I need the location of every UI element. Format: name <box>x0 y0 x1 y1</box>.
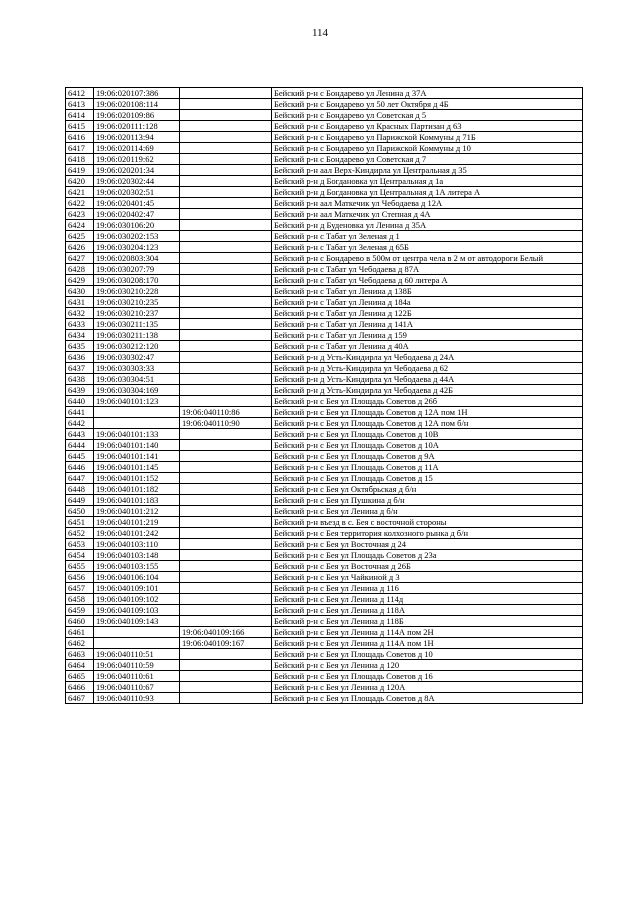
row-number-cell: 6463 <box>66 649 94 660</box>
row-number-cell: 6424 <box>66 220 94 231</box>
row-number-cell: 6414 <box>66 110 94 121</box>
address-cell: Бейский р-н д Богдановка ул Центральная д 1а <box>272 176 583 187</box>
table-row <box>66 407 583 418</box>
premises-cadastral-number-cell <box>180 143 272 154</box>
row-number-cell: 6448 <box>66 484 94 495</box>
address-cell: Бейский р-н с Бея ул Площадь Советов д 10А <box>272 440 583 451</box>
row-number-cell: 6446 <box>66 462 94 473</box>
table-row <box>66 132 583 143</box>
cadastral-number-cell: 19:06:020107:386 <box>94 88 180 99</box>
address-cell: Бейский р-н с Бея ул Площадь Советов д 15 <box>272 473 583 484</box>
address-cell: Бейский р-н с Бея ул Площадь Советов д 16 <box>272 671 583 682</box>
address-cell: Бейский р-н с Бея ул Ленина д 118Б <box>272 616 583 627</box>
row-number-cell: 6428 <box>66 264 94 275</box>
table-row <box>66 319 583 330</box>
address-cell: Бейский р-н с Бея ул Чайкиной д 3 <box>272 572 583 583</box>
premises-cadastral-number-cell <box>180 440 272 451</box>
premises-cadastral-number-cell <box>180 693 272 704</box>
table-row <box>66 352 583 363</box>
premises-cadastral-number-cell <box>180 451 272 462</box>
cadastral-number-cell: 19:06:040109:143 <box>94 616 180 627</box>
cadastral-number-cell: 19:06:030304:51 <box>94 374 180 385</box>
cadastral-number-cell: 19:06:020201:34 <box>94 165 180 176</box>
cadastral-number-cell: 19:06:030210:235 <box>94 297 180 308</box>
row-number-cell: 6430 <box>66 286 94 297</box>
premises-cadastral-number-cell <box>180 275 272 286</box>
table-row <box>66 297 583 308</box>
address-cell: Бейский р-н с Табат ул Зеленая д 1 <box>272 231 583 242</box>
address-cell: Бейский р-н д Богдановка ул Центральная д 1А литера А <box>272 187 583 198</box>
address-cell: Бейский р-н аал Маткечик ул Чебодаева д 12А <box>272 198 583 209</box>
table-row <box>66 473 583 484</box>
table-row <box>66 627 583 638</box>
row-number-cell: 6429 <box>66 275 94 286</box>
address-cell: Бейский р-н с Бондарево ул Красных Партизан д 63 <box>272 121 583 132</box>
premises-cadastral-number-cell <box>180 682 272 693</box>
table-row <box>66 253 583 264</box>
premises-cadastral-number-cell: 19:06:040110:86 <box>180 407 272 418</box>
premises-cadastral-number-cell <box>180 110 272 121</box>
cadastral-number-cell: 19:06:030204:123 <box>94 242 180 253</box>
premises-cadastral-number-cell <box>180 220 272 231</box>
cadastral-number-cell: 19:06:020114:69 <box>94 143 180 154</box>
table-row <box>66 121 583 132</box>
address-cell: Бейский р-н с Табат ул Чебодаева д 60 литера А <box>272 275 583 286</box>
table-row <box>66 330 583 341</box>
cadastral-number-cell <box>94 407 180 418</box>
cadastral-number-cell: 19:06:040106:104 <box>94 572 180 583</box>
address-cell: Бейский р-н с Табат ул Ленина д 159 <box>272 330 583 341</box>
address-cell: Бейский р-н с Бондарево ул 50 лет Октября д 4Б <box>272 99 583 110</box>
cadastral-number-cell: 19:06:040103:155 <box>94 561 180 572</box>
table-row <box>66 99 583 110</box>
row-number-cell: 6431 <box>66 297 94 308</box>
table-row <box>66 374 583 385</box>
address-cell: Бейский р-н с Бея ул Площадь Советов д 10 <box>272 649 583 660</box>
cadastral-number-cell: 19:06:040101:182 <box>94 484 180 495</box>
table-row <box>66 154 583 165</box>
premises-cadastral-number-cell <box>180 671 272 682</box>
row-number-cell: 6416 <box>66 132 94 143</box>
row-number-cell: 6444 <box>66 440 94 451</box>
table-row <box>66 506 583 517</box>
cadastral-number-cell: 19:06:040109:101 <box>94 583 180 594</box>
table-row <box>66 594 583 605</box>
premises-cadastral-number-cell <box>180 561 272 572</box>
row-number-cell: 6439 <box>66 385 94 396</box>
row-number-cell: 6443 <box>66 429 94 440</box>
premises-cadastral-number-cell <box>180 517 272 528</box>
premises-cadastral-number-cell <box>180 550 272 561</box>
address-cell: Бейский р-н с Бея ул Ленина д 120 <box>272 660 583 671</box>
row-number-cell: 6453 <box>66 539 94 550</box>
row-number-cell: 6434 <box>66 330 94 341</box>
table-row <box>66 264 583 275</box>
row-number-cell: 6447 <box>66 473 94 484</box>
address-cell: Бейский р-н с Бея ул Октябрьская д б/н <box>272 484 583 495</box>
premises-cadastral-number-cell <box>180 198 272 209</box>
cadastral-number-cell: 19:06:030210:237 <box>94 308 180 319</box>
cadastral-number-cell: 19:06:040101:212 <box>94 506 180 517</box>
cadastral-number-cell: 19:06:030202:153 <box>94 231 180 242</box>
table-row <box>66 396 583 407</box>
table-row <box>66 583 583 594</box>
address-cell: Бейский р-н въезд в с. Бея с восточной стороны <box>272 517 583 528</box>
table-row <box>66 242 583 253</box>
address-cell: Бейский р-н д Усть-Киндирла ул Чебодаева д 62 <box>272 363 583 374</box>
cadastral-number-cell: 19:06:030302:47 <box>94 352 180 363</box>
row-number-cell: 6455 <box>66 561 94 572</box>
row-number-cell: 6464 <box>66 660 94 671</box>
premises-cadastral-number-cell: 19:06:040110:90 <box>180 418 272 429</box>
row-number-cell: 6422 <box>66 198 94 209</box>
row-number-cell: 6417 <box>66 143 94 154</box>
cadastral-number-cell: 19:06:030208:170 <box>94 275 180 286</box>
premises-cadastral-number-cell <box>180 594 272 605</box>
premises-cadastral-number-cell <box>180 385 272 396</box>
premises-cadastral-number-cell <box>180 209 272 220</box>
premises-cadastral-number-cell <box>180 484 272 495</box>
row-number-cell: 6435 <box>66 341 94 352</box>
row-number-cell: 6445 <box>66 451 94 462</box>
premises-cadastral-number-cell <box>180 132 272 143</box>
row-number-cell: 6442 <box>66 418 94 429</box>
address-cell: Бейский р-н аал Верх-Киндирла ул Центральная д 35 <box>272 165 583 176</box>
address-cell: Бейский р-н д Усть-Киндирла ул Чебодаева д 44А <box>272 374 583 385</box>
cadastral-number-cell: 19:06:040110:93 <box>94 693 180 704</box>
cadastral-number-cell: 19:06:030212:120 <box>94 341 180 352</box>
row-number-cell: 6459 <box>66 605 94 616</box>
cadastral-number-cell: 19:06:020111:128 <box>94 121 180 132</box>
table-row <box>66 418 583 429</box>
table-row <box>66 209 583 220</box>
address-cell: Бейский р-н с Бея ул Пушкина д б/н <box>272 495 583 506</box>
table-row <box>66 88 583 99</box>
cadastral-number-cell: 19:06:020402:47 <box>94 209 180 220</box>
address-cell: Бейский р-н с Бондарево ул Советская д 5 <box>272 110 583 121</box>
address-cell: Бейский р-н с Бея ул Ленина д 120А <box>272 682 583 693</box>
premises-cadastral-number-cell <box>180 187 272 198</box>
address-cell: Бейский р-н с Бондарево ул Парижской Коммуны д 71Б <box>272 132 583 143</box>
address-cell: Бейский р-н с Табат ул Ленина д 138Б <box>272 286 583 297</box>
table-row <box>66 231 583 242</box>
cadastral-number-cell: 19:06:040101:141 <box>94 451 180 462</box>
premises-cadastral-number-cell <box>180 231 272 242</box>
row-number-cell: 6432 <box>66 308 94 319</box>
address-cell: Бейский р-н с Бея ул Площадь Советов д 26б <box>272 396 583 407</box>
address-cell: Бейский р-н с Бея ул Площадь Советов д 9А <box>272 451 583 462</box>
address-cell: Бейский р-н с Бея ул Площадь Советов д 11А <box>272 462 583 473</box>
premises-cadastral-number-cell <box>180 506 272 517</box>
row-number-cell: 6452 <box>66 528 94 539</box>
table-row <box>66 572 583 583</box>
address-cell: Бейский р-н с Бондарево ул Ленина д 37А <box>272 88 583 99</box>
table-row <box>66 429 583 440</box>
cadastral-number-cell: 19:06:020119:62 <box>94 154 180 165</box>
cadastral-number-cell: 19:06:030303:33 <box>94 363 180 374</box>
cadastral-number-cell: 19:06:040101:152 <box>94 473 180 484</box>
row-number-cell: 6413 <box>66 99 94 110</box>
table-row <box>66 110 583 121</box>
row-number-cell: 6462 <box>66 638 94 649</box>
row-number-cell: 6450 <box>66 506 94 517</box>
table-row <box>66 275 583 286</box>
row-number-cell: 6451 <box>66 517 94 528</box>
cadastral-number-cell: 19:06:040101:123 <box>94 396 180 407</box>
cadastral-number-cell: 19:06:040110:61 <box>94 671 180 682</box>
table-row <box>66 308 583 319</box>
row-number-cell: 6456 <box>66 572 94 583</box>
row-number-cell: 6418 <box>66 154 94 165</box>
table-row <box>66 143 583 154</box>
cadastral-number-cell: 19:06:020803:304 <box>94 253 180 264</box>
table-row <box>66 440 583 451</box>
premises-cadastral-number-cell <box>180 253 272 264</box>
cadastral-number-cell: 19:06:030211:138 <box>94 330 180 341</box>
table-row <box>66 649 583 660</box>
row-number-cell: 6441 <box>66 407 94 418</box>
cadastral-number-cell: 19:06:030207:79 <box>94 264 180 275</box>
premises-cadastral-number-cell <box>180 121 272 132</box>
premises-cadastral-number-cell <box>180 330 272 341</box>
address-cell: Бейский р-н с Бея ул Ленина д 114А пом 2Н <box>272 627 583 638</box>
cadastral-number-cell: 19:06:040101:145 <box>94 462 180 473</box>
cadastral-number-cell: 19:06:040110:59 <box>94 660 180 671</box>
row-number-cell: 6433 <box>66 319 94 330</box>
address-cell: Бейский р-н с Бея ул Ленина д 114А пом 1Н <box>272 638 583 649</box>
table-row <box>66 495 583 506</box>
address-cell: Бейский р-н с Бея ул Площадь Советов д 8А <box>272 693 583 704</box>
table-row <box>66 616 583 627</box>
row-number-cell: 6465 <box>66 671 94 682</box>
address-cell: Бейский р-н с Табат ул Ленина д 141А <box>272 319 583 330</box>
premises-cadastral-number-cell <box>180 660 272 671</box>
row-number-cell: 6423 <box>66 209 94 220</box>
table-row <box>66 561 583 572</box>
table-row <box>66 638 583 649</box>
premises-cadastral-number-cell <box>180 319 272 330</box>
row-number-cell: 6440 <box>66 396 94 407</box>
row-number-cell: 6467 <box>66 693 94 704</box>
premises-cadastral-number-cell <box>180 297 272 308</box>
cadastral-number-cell: 19:06:040101:242 <box>94 528 180 539</box>
address-cell: Бейский р-н с Табат ул Ленина д 184а <box>272 297 583 308</box>
premises-cadastral-number-cell <box>180 539 272 550</box>
premises-cadastral-number-cell: 19:06:040109:166 <box>180 627 272 638</box>
cadastral-number-cell <box>94 638 180 649</box>
row-number-cell: 6438 <box>66 374 94 385</box>
address-cell: Бейский р-н с Бондарево ул Парижской Коммуны д 10 <box>272 143 583 154</box>
address-cell: Бейский р-н с Табат ул Чебодаева д 87А <box>272 264 583 275</box>
registry-table-body <box>66 88 583 704</box>
row-number-cell: 6454 <box>66 550 94 561</box>
premises-cadastral-number-cell <box>180 242 272 253</box>
premises-cadastral-number-cell <box>180 429 272 440</box>
address-cell: Бейский р-н с Табат ул Зеленая д 65Б <box>272 242 583 253</box>
row-number-cell: 6460 <box>66 616 94 627</box>
premises-cadastral-number-cell <box>180 473 272 484</box>
premises-cadastral-number-cell <box>180 616 272 627</box>
table-row <box>66 462 583 473</box>
address-cell: Бейский р-н с Бея ул Восточная д 24 <box>272 539 583 550</box>
premises-cadastral-number-cell <box>180 396 272 407</box>
cadastral-number-cell: 19:06:040101:219 <box>94 517 180 528</box>
premises-cadastral-number-cell <box>180 99 272 110</box>
premises-cadastral-number-cell <box>180 605 272 616</box>
table-row <box>66 451 583 462</box>
cadastral-number-cell: 19:06:020302:51 <box>94 187 180 198</box>
cadastral-number-cell: 19:06:040110:67 <box>94 682 180 693</box>
table-row <box>66 517 583 528</box>
premises-cadastral-number-cell <box>180 649 272 660</box>
table-row <box>66 550 583 561</box>
row-number-cell: 6449 <box>66 495 94 506</box>
premises-cadastral-number-cell <box>180 176 272 187</box>
cadastral-number-cell: 19:06:040101:133 <box>94 429 180 440</box>
page-number: 114 <box>311 27 329 39</box>
address-cell: Бейский р-н с Бея ул Ленина д б/н <box>272 506 583 517</box>
table-row <box>66 187 583 198</box>
table-row <box>66 605 583 616</box>
address-cell: Бейский р-н с Табат ул Ленина д 122Б <box>272 308 583 319</box>
cadastral-number-cell: 19:06:030304:169 <box>94 385 180 396</box>
premises-cadastral-number-cell <box>180 374 272 385</box>
premises-cadastral-number-cell <box>180 264 272 275</box>
address-cell: Бейский р-н с Бея ул Площадь Советов д 10В <box>272 429 583 440</box>
premises-cadastral-number-cell <box>180 286 272 297</box>
row-number-cell: 6421 <box>66 187 94 198</box>
row-number-cell: 6420 <box>66 176 94 187</box>
premises-cadastral-number-cell <box>180 462 272 473</box>
address-cell: Бейский р-н с Бея территория колхозного рынка д б/н <box>272 528 583 539</box>
row-number-cell: 6436 <box>66 352 94 363</box>
address-cell: Бейский р-н с Бондарево в 500м от центра чела в 2 м от автодороги Белый <box>272 253 583 264</box>
row-number-cell: 6415 <box>66 121 94 132</box>
row-number-cell: 6419 <box>66 165 94 176</box>
row-number-cell: 6461 <box>66 627 94 638</box>
row-number-cell: 6466 <box>66 682 94 693</box>
row-number-cell: 6458 <box>66 594 94 605</box>
cadastral-number-cell: 19:06:040101:183 <box>94 495 180 506</box>
cadastral-number-cell: 19:06:030211:135 <box>94 319 180 330</box>
cadastral-number-cell: 19:06:040103:148 <box>94 550 180 561</box>
table-row <box>66 528 583 539</box>
cadastral-number-cell <box>94 418 180 429</box>
address-cell: Бейский р-н с Бея ул Площадь Советов д 23а <box>272 550 583 561</box>
row-number-cell: 6425 <box>66 231 94 242</box>
row-number-cell: 6457 <box>66 583 94 594</box>
table-row <box>66 165 583 176</box>
table-row <box>66 385 583 396</box>
address-cell: Бейский р-н с Бея ул Ленина д 114д <box>272 594 583 605</box>
table-row <box>66 220 583 231</box>
cadastral-number-cell: 19:06:020108:114 <box>94 99 180 110</box>
table-row <box>66 176 583 187</box>
table-row <box>66 286 583 297</box>
address-cell: Бейский р-н с Бея ул Ленина д 118А <box>272 605 583 616</box>
cadastral-number-cell: 19:06:040110:51 <box>94 649 180 660</box>
table-row <box>66 363 583 374</box>
address-cell: Бейский р-н д Усть-Киндирла ул Чебодаева д 42Б <box>272 385 583 396</box>
cadastral-number-cell: 19:06:020401:45 <box>94 198 180 209</box>
cadastral-number-cell: 19:06:020109:86 <box>94 110 180 121</box>
cadastral-number-cell <box>94 627 180 638</box>
table-row <box>66 484 583 495</box>
cadastral-number-cell: 19:06:040109:102 <box>94 594 180 605</box>
address-cell: Бейский р-н с Бея ул Ленина д 116 <box>272 583 583 594</box>
premises-cadastral-number-cell <box>180 572 272 583</box>
cadastral-number-cell: 19:06:030210:228 <box>94 286 180 297</box>
cadastral-number-cell: 19:06:040101:140 <box>94 440 180 451</box>
cadastral-number-cell: 19:06:020302:44 <box>94 176 180 187</box>
address-cell: Бейский р-н с Бея ул Площадь Советов д 12А пом 1Н <box>272 407 583 418</box>
table-row <box>66 682 583 693</box>
registry-table <box>65 87 583 704</box>
premises-cadastral-number-cell <box>180 363 272 374</box>
table-row <box>66 539 583 550</box>
premises-cadastral-number-cell <box>180 154 272 165</box>
table-row <box>66 671 583 682</box>
premises-cadastral-number-cell <box>180 88 272 99</box>
premises-cadastral-number-cell <box>180 308 272 319</box>
table-row <box>66 341 583 352</box>
row-number-cell: 6427 <box>66 253 94 264</box>
address-cell: Бейский р-н д Усть-Киндирла ул Чебодаева д 24А <box>272 352 583 363</box>
address-cell: Бейский р-н аал Маткечик ул Степная д 4А <box>272 209 583 220</box>
premises-cadastral-number-cell <box>180 165 272 176</box>
premises-cadastral-number-cell <box>180 583 272 594</box>
premises-cadastral-number-cell <box>180 341 272 352</box>
address-cell: Бейский р-н д Буденовка ул Ленина д 35А <box>272 220 583 231</box>
premises-cadastral-number-cell <box>180 495 272 506</box>
cadastral-number-cell: 19:06:040109:103 <box>94 605 180 616</box>
table-row <box>66 693 583 704</box>
address-cell: Бейский р-н с Бея ул Площадь Советов д 12А пом б/н <box>272 418 583 429</box>
row-number-cell: 6437 <box>66 363 94 374</box>
premises-cadastral-number-cell <box>180 352 272 363</box>
row-number-cell: 6426 <box>66 242 94 253</box>
premises-cadastral-number-cell: 19:06:040109:167 <box>180 638 272 649</box>
address-cell: Бейский р-н с Бондарево ул Советская д 7 <box>272 154 583 165</box>
table-row <box>66 198 583 209</box>
cadastral-number-cell: 19:06:030106:20 <box>94 220 180 231</box>
cadastral-number-cell: 19:06:020113:94 <box>94 132 180 143</box>
premises-cadastral-number-cell <box>180 528 272 539</box>
table-row <box>66 660 583 671</box>
row-number-cell: 6412 <box>66 88 94 99</box>
cadastral-number-cell: 19:06:040103:110 <box>94 539 180 550</box>
address-cell: Бейский р-н с Бея ул Восточная д 26Б <box>272 561 583 572</box>
address-cell: Бейский р-н с Табат ул Ленина д 40А <box>272 341 583 352</box>
